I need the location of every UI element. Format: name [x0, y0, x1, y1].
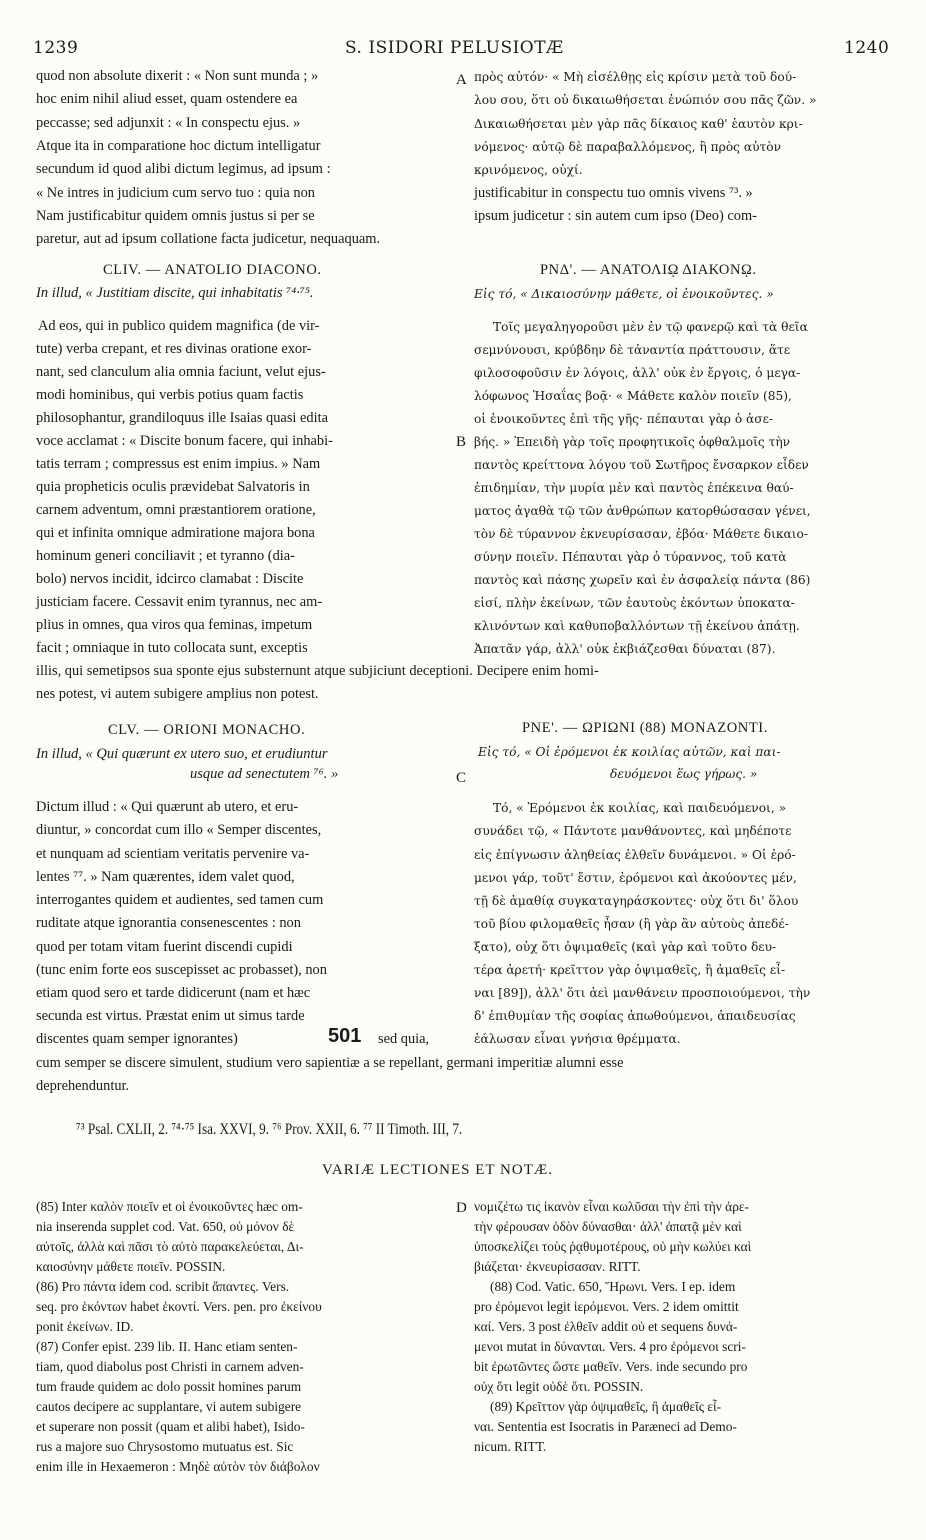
note-left-line: αὐτοῖς, ἀλλὰ καὶ πᾶσι τὸ αὐτὸ παρακελεύεται, Δι-	[36, 1239, 304, 1254]
margin-letter-a: A	[456, 72, 467, 88]
right-page-number: 1240	[844, 38, 890, 58]
note-left-line: seq. pro ἑκόντων habet ἑκοντί. Vers. pen. pro ἐκείνου	[36, 1299, 322, 1314]
top-latin-line: paretur, aut ad ipsum collatione facta judicetur, nequaquam.	[36, 231, 381, 247]
section-154-latin-line: carnem adventum, omni præstantiorem oratione,	[36, 502, 316, 518]
section-154-greek-line: ἐπιδημίαν, τὴν μυρία μὲν καὶ παντὸς ἐπέκεινα θαύ-	[474, 481, 794, 495]
section-155-latin-line: etiam quod sero et tarde didicerunt (nam et hæc	[36, 985, 311, 1001]
section-154-greek-line: τὸν δὲ τύραννον ἐκνευρίσασαν, ἐβόα· Μάθετε δικαιο-	[474, 527, 808, 541]
section-155-greek-line: τοῦ βίου φιλομαθεῖς ἦσαν (ἢ γὰρ ἂν αὐτοὺς ἀπεδέ-	[474, 917, 789, 931]
top-greek-line: νόμενος· αὐτῷ δὲ παραβαλλόμενος, ἢ πρὸς αὐτὸν	[474, 140, 782, 154]
scripture-footnotes: ⁷³ Psal. CXLII, 2. ⁷⁴·⁷⁵ Isa. XXVI, 9. ⁷⁶ Prov. XXII, 6. ⁷⁷ II Timoth. III, 7.	[76, 1121, 463, 1138]
section-155-title-latin: CLV. — ORIONI MONACHO.	[108, 722, 306, 738]
section-155-latin-line: secunda est virtus. Præstat enim ut simus tarde	[36, 1008, 305, 1024]
section-155-latin-line: et nunquam ad scientiam veritatis pervenire va-	[36, 846, 310, 862]
note-left-line: rus a majore suo Chrysostomo mutuatus est. Sic	[36, 1439, 294, 1454]
top-greek-line: Δικαιωθήσεται μὲν γὰρ πᾶς δίκαιος καθ' ἑαυτὸν κρι-	[474, 117, 803, 131]
note-right-line: ὑποσκελίζει τοὺς ῥᾳθυμοτέρους, οὐ μὴν κωλύει καὶ	[474, 1239, 752, 1254]
section-155-title-greek: ΡΝΕ'. — ΩΡΙΩΝΙ (88) ΜΟΝΑΖΟΝΤΙ.	[522, 720, 768, 736]
section-154-latin-line: facit ; omniaque in tuto collocata sunt, exceptis	[36, 640, 308, 656]
section-154-latin-line: quia propheticis oculis prævidebat Salvatoris in	[36, 479, 310, 495]
note-right-line: ναι. Sententia est Isocratis in Paræneci ad Demo-	[474, 1419, 737, 1434]
section-154-greek-line: λόφωνος Ἡσαΐας βοᾷ· « Μάθετε καλὸν ποιεῖν (85),	[474, 389, 792, 403]
section-154-latin-line: justiciam facere. Cessavit enim tyrannus, nec am-	[36, 594, 323, 610]
section-154-subtitle-greek: Εἰς τό, « Δικαιοσύνην μάθετε, οἱ ἐνοικοῦντες. »	[474, 287, 774, 301]
running-title: S. ISIDORI PELUSIOTÆ	[345, 38, 564, 58]
section-154-greek-line: κλινόντων καὶ καθυποβαλλόντων τῇ ἐκείνου ἀπάτῃ.	[474, 619, 800, 633]
top-greek-line: πρὸς αὐτόν· « Μὴ εἰσέλθῃς εἰς κρίσιν μετὰ τοῦ δού-	[474, 70, 797, 84]
note-left-line: et superare non possit (quam et alibi habet), Isido-	[36, 1419, 305, 1434]
section-155-latin-line: discentes quam semper ignorantes)	[36, 1031, 238, 1047]
section-154-latin-line: plius in omnes, qua viros qua feminas, impetum	[36, 617, 313, 633]
section-154-latin-line: qui et infinita omnique admiratione majora bona	[36, 525, 315, 541]
section-155-subtitle-greek: δευόμενοι ἕως γήρως. »	[610, 767, 758, 781]
section-154-title-greek: ΡΝΔ'. — ΑΝΑΤΟΛΙῼ ΔΙΑΚΟΝῼ.	[540, 262, 757, 278]
section-154-greek-line: ματος ἀγαθὰ τῷ τῶν ἀνθρώπων κατορθώσασαν γένει,	[474, 504, 811, 518]
section-155-latin-line: sed quia,	[378, 1031, 430, 1047]
note-left-line: tiam, quod diabolus post Christi in carnem adven-	[36, 1359, 304, 1374]
note-right-line: (89) Κρεῖττον γὰρ ὀψιμαθεῖς, ἢ ἀμαθεῖς εἶ-	[490, 1399, 722, 1414]
section-155-greek-line: τέρα ἀρετή· κρεῖττον γὰρ ὀψιμαθεῖς, ἢ ἀμαθεῖς εἶ-	[474, 963, 786, 977]
section-155-greek-line: ξατο), οὐχ ὅτι ὀψιμαθεῖς (καὶ γὰρ καὶ τοῦτο δευ-	[474, 940, 777, 954]
section-154-greek-line: Τοῖς μεγαληγοροῦσι μὲν ἐν τῷ φανερῷ καὶ τὰ θεῖα	[493, 320, 808, 334]
top-latin-continuation: ipsum judicetur : sin autem cum ipso (Deo) com-	[474, 208, 757, 224]
section-155-greek-line: Τό, « Ἐρόμενοι ἐκ κοιλίας, καὶ παιδευόμενοι, »	[493, 801, 787, 815]
section-155-latin-line: interrogantes quidem et audientes, sed tamen cum	[36, 892, 324, 908]
section-154-greek-line: βής. » Ἐπειδὴ γὰρ τοῖς προφητικοῖς ὀφθαλμοῖς τὴν	[474, 435, 791, 449]
top-greek-line: κρινόμενος, οὐχί.	[474, 163, 583, 177]
note-left-line: cautos decipere ac supplantare, vi autem subigere	[36, 1399, 302, 1414]
section-154-greek-line: παντὸς κρείττονα λόγου τοῦ Σωτῆρος ἔνσαρκον εἶδεν	[474, 458, 809, 472]
section-154-greek-line: Ἀπατᾶν γάρ, ἀλλ' οὐκ ἐκβιάζεσθαι δύναται (87).	[474, 642, 776, 656]
column-number-mark: 501	[328, 1025, 362, 1047]
section-155-subtitle-latin: In illud, « Qui quærunt ex utero suo, et erudiuntur	[36, 746, 328, 762]
section-155-latin-line: lentes ⁷⁷. » Nam quærentes, idem valet quod,	[36, 869, 295, 885]
top-latin-line: peccasse; sed adjunxit : « In conspectu ejus. »	[36, 115, 301, 131]
note-left-line: enim ille in Hexaemeron : Μηδὲ αὐτὸν τὸν διάβολον	[36, 1459, 320, 1474]
section-155-greek-line: δ' ἐπιθυμίαν τῆς σοφίας ἀπωθούμενοι, ἀπαιδευσίας	[474, 1009, 796, 1023]
note-right-line: bit ἐρωτῶντες ὥστε μαθεῖν. Vers. inde secundo pro	[474, 1359, 748, 1374]
section-154-greek-line: οἱ ἐνοικοῦντες ἐπὶ τῆς γῆς· πέπαυται γὰρ ὁ ἀσε-	[474, 412, 774, 426]
note-right-line: οὐχ ὅτι legit οὐδὲ ὅτι. POSSIN.	[474, 1379, 644, 1394]
section-154-latin-line: hominum generi conciliavit ; et tyranno (dia-	[36, 548, 295, 564]
margin-letter-c: C	[456, 770, 467, 786]
note-left-line: (85) Inter καλὸν ποιεῖν et οἱ ἐνοικοῦντες hæc om-	[36, 1199, 303, 1214]
note-right-line: (88) Cod. Vatic. 650, Ἥρωνι. Vers. I ep. idem	[490, 1279, 736, 1294]
section-154-latin-line: Ad eos, qui in publico quidem magnifica (de vir-	[38, 318, 320, 334]
top-latin-line: secundum id quod alibi dictum legimus, ad ipsum :	[36, 161, 331, 177]
section-154-latin-line: nes potest, vi autem subigere amplius non potest.	[36, 686, 319, 702]
margin-letter-d: D	[456, 1200, 467, 1216]
section-155-latin-line: (tunc enim forte eos suscepisset ac probasset), non	[36, 962, 327, 978]
section-154-latin-line: nant, sed clanculum alia omnia faciunt, velut ejus-	[36, 364, 326, 380]
top-latin-line: Nam justificabitur quidem omnis justus si per se	[36, 208, 315, 224]
section-155-greek-line: μενοι γάρ, τοῦτ' ἔστιν, ἐρόμενοι καὶ ἀκούοντες μέν,	[474, 871, 797, 885]
notes-title: VARIÆ LECTIONES ET NOTÆ.	[322, 1162, 553, 1178]
note-right-line: νομιζέτω τις ἱκανὸν εἶναι κωλῦσαι τὴν ἐπὶ τὴν ἀρε-	[474, 1199, 749, 1214]
section-154-latin-line: philosophantur, grandiloquus ille Isaias quasi edita	[36, 410, 328, 426]
note-right-line: pro ἐρόμενοι legit ἱερόμενοι. Vers. 2 idem omittit	[474, 1299, 739, 1314]
note-left-line: ponit ἐκείνων. ID.	[36, 1319, 134, 1334]
section-154-latin-line: tatis terram ; compressus est enim impius. » Nam	[36, 456, 321, 472]
note-right-line: nicum. RITT.	[474, 1439, 547, 1454]
note-right-line: βιάζεται· ἐκνευρίσασαν. RITT.	[474, 1259, 641, 1274]
section-154-latin-line: tute) verba crepant, et res divinas oratione exor-	[36, 341, 312, 357]
note-right-line: καί. Vers. 3 post ἐλθεῖν addit οὐ et sequens δυνά-	[474, 1319, 738, 1334]
section-155-latin-line-full: cum semper se discere simulent, studium vero sapientiæ a se repellant, germani imperitiæ alumni esse	[36, 1055, 624, 1071]
section-155-latin-line: quod per totam vitam fuerint discendi cupidi	[36, 939, 293, 955]
section-154-greek-line: σύνην ποιεῖν. Πέπαυται γὰρ ὁ τύραννος, τοῦ κατὰ	[474, 550, 787, 564]
note-left-line: nia inserenda supplet cod. Vat. 650, οὐ μόνον δὲ	[36, 1219, 295, 1234]
margin-letter-b: B	[456, 434, 467, 450]
section-154-latin-line: modi hominibus, qui verbis potius quam factis	[36, 387, 304, 403]
section-155-greek-line: συνάδει τῷ, « Πάντοτε μανθάνοντες, καὶ μηδέποτε	[474, 824, 792, 838]
top-latin-continuation: justificabitur in conspectu tuo omnis vivens ⁷³. »	[474, 185, 753, 201]
top-latin-line: Atque ita in comparatione hoc dictum intelligatur	[36, 138, 321, 154]
section-154-subtitle-latin: In illud, « Justitiam discite, qui inhabitatis ⁷⁴·⁷⁵.	[36, 285, 314, 301]
section-154-title-latin: CLIV. — ANATOLIO DIACONO.	[103, 262, 322, 278]
section-155-greek-line: ἑάλωσαν εἶναι γνήσια θρέμματα.	[474, 1032, 681, 1046]
note-right-line: μενοι mutat in δύνανται. Vers. 4 pro ἐρόμενοι scri-	[474, 1339, 746, 1354]
top-greek-line: λου σου, ὅτι οὐ δικαιωθήσεται ἐνώπιόν σου πᾶς ζῶν. »	[474, 93, 817, 107]
note-left-line: (86) Pro πάντα idem cod. scribit ἅπαντες. Vers.	[36, 1279, 290, 1294]
section-155-greek-line: εἰς ἐπίγνωσιν ἀληθείας ἐλθεῖν δυνάμενοι. » Οἱ ἐρό-	[474, 848, 796, 862]
section-154-latin-line: bolo) nervos incidit, idcirco clamabat : Discite	[36, 571, 304, 587]
note-right-line: τὴν φέρουσαν ὁδὸν δύνασθαι· ἀλλ' ἀπατᾷ μὲν καὶ	[474, 1219, 742, 1234]
section-154-greek-line: εἰσί, πλὴν ἐκείνων, τῶν ἑαυτοὺς ἑκόντων ὑποκατα-	[474, 596, 795, 610]
section-154-greek-line: φιλοσοφοῦσιν ἐν λόγοις, ἀλλ' οὐκ ἐν ἔργοις, ὁ μεγα-	[474, 366, 801, 380]
section-155-greek-line: τῇ δὲ ἀμαθίᾳ συγκαταγηράσκοντες· οὐχ ὅτι δι' ὅλου	[474, 894, 799, 908]
note-left-line: (87) Confer epist. 239 lib. II. Hanc etiam senten-	[36, 1339, 298, 1354]
top-latin-line: hoc enim nihil aliud esset, quam ostendere ea	[36, 91, 298, 107]
section-154-latin-line: voce acclamat : « Discite bonum facere, qui inhabi-	[36, 433, 333, 449]
section-155-latin-line: diuntur, » concordat cum illo « Semper discentes,	[36, 822, 322, 838]
section-154-greek-line: παντὸς καὶ πάσης χωρεῖν καὶ ἐν ἀσφαλείᾳ πάντα (86)	[474, 573, 811, 587]
left-page-number: 1239	[33, 38, 79, 58]
section-154-greek-line: σεμνύνουσι, κρύβδην δὲ τἀναντία πράττουσιν, ἅτε	[474, 343, 791, 357]
section-155-latin-line: deprehenduntur.	[36, 1078, 130, 1094]
note-left-line: καιοσύνην μάθετε ποιεῖν. POSSIN.	[36, 1259, 226, 1274]
top-latin-line: quod non absolute dixerit : « Non sunt munda ; »	[36, 68, 319, 84]
section-155-latin-line: ruditate atque ignorantia consenescentes : non	[36, 915, 301, 931]
section-155-greek-line: ναι [89]), ἀλλ' ὅτι ἀεὶ μανθάνειν προσποιούμενοι, τὴν	[474, 986, 811, 1000]
top-latin-line: « Ne intres in judicium cum servo tuo : quia non	[36, 185, 315, 201]
section-155-latin-line: Dictum illud : « Qui quærunt ab utero, et eru-	[36, 799, 299, 815]
section-155-subtitle-greek: Εἰς τό, « Οἱ ἐρόμενοι ἐκ κοιλίας αὐτῶν, καὶ παι-	[478, 745, 781, 759]
section-155-subtitle-latin: usque ad senectutem ⁷⁶. »	[190, 766, 339, 782]
section-154-latin-line-full: illis, qui semetipsos sua sponte ejus substernunt atque subjiciunt deceptioni. Decipere enim homi-	[36, 663, 599, 679]
note-left-line: tum fraude quidem ac dolo possit homines parum	[36, 1379, 302, 1394]
